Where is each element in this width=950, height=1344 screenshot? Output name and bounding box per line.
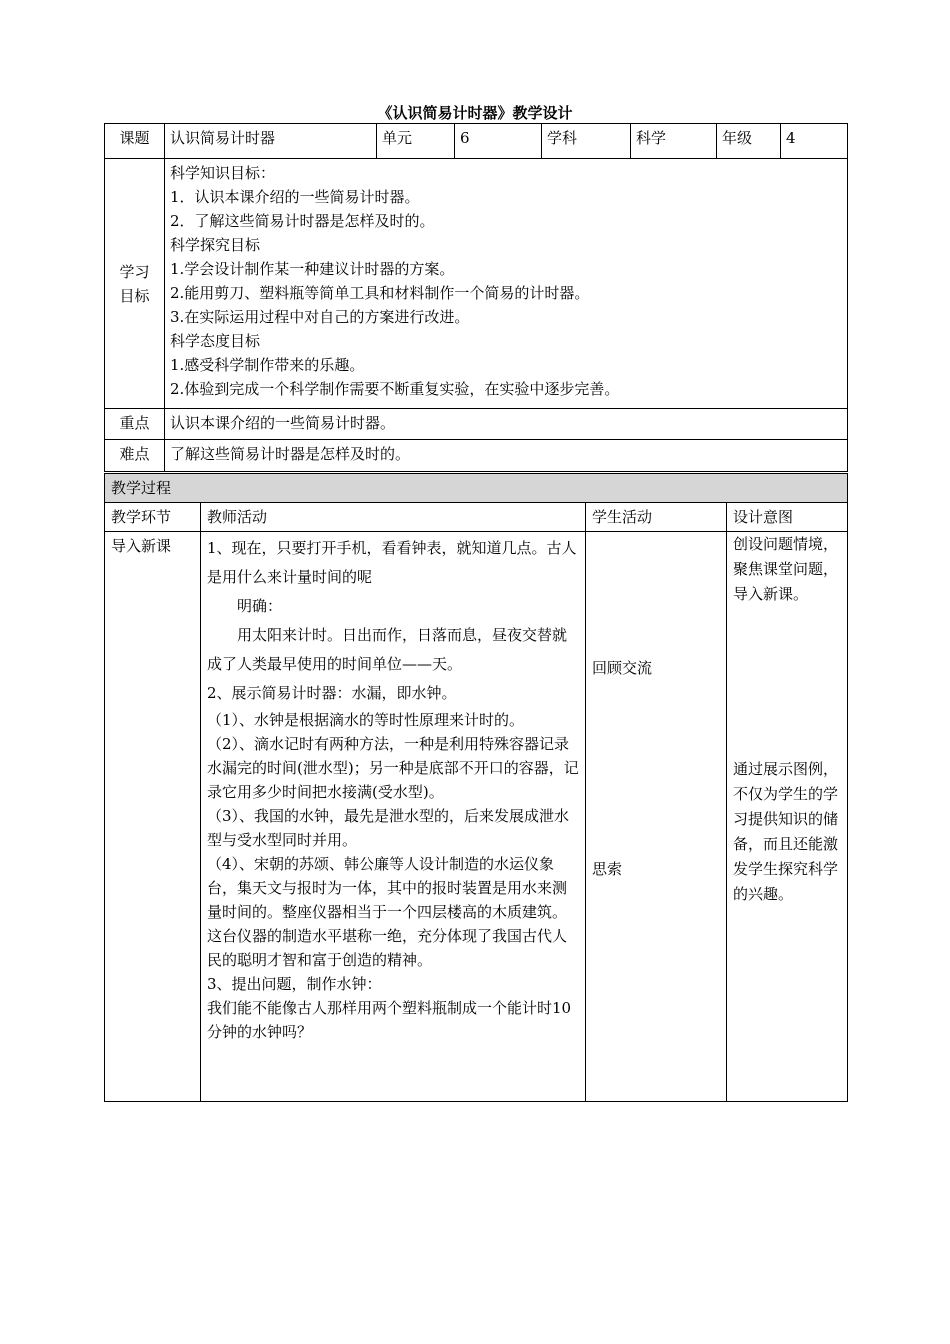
difficulty-label: 难点 — [105, 440, 165, 472]
design-intent: 创设问题情境，聚焦课堂问题，导入新课。 — [733, 535, 839, 603]
teacher-activity-cell — [201, 532, 586, 1102]
column-header-stage: 教学环节 — [105, 503, 201, 532]
student-activity: 思索 — [592, 860, 623, 878]
difficulty-text: 了解这些简易计时器是怎样及时的。 — [165, 440, 848, 472]
document-title: 《认识简易计时器》教学设计 — [377, 104, 573, 122]
teacher-paragraph: 用太阳来计时。日出而作，日落而息，昼夜交替就成了人类最早使用的时间单位——天。 — [207, 626, 568, 673]
unit-value: 6 — [455, 124, 542, 159]
student-activity-cell — [586, 532, 727, 1102]
design-intent: 通过展示图例，不仅为学生的学习提供知识的储备，而且还能激发学生探究科学的兴趣。 — [733, 760, 839, 903]
goal-line: 2.能用剪刀、塑料瓶等简单工具和材料制作一个简易的计时器。 — [170, 284, 590, 302]
goal-line: 科学态度目标 — [170, 332, 261, 350]
teacher-paragraph: （2）、滴水记时有两种方法，一种是利用特殊容器记录水漏完的时间(泄水型)；另一种是底部不开口的容器，记录它用多少时间把水接满(受水型)。 — [207, 735, 579, 801]
subject-label: 学科 — [542, 124, 631, 159]
column-header-teacher: 教师活动 — [201, 503, 586, 532]
teaching-process-table — [104, 473, 848, 1102]
key-point-text: 认识本课介绍的一些简易计时器。 — [165, 409, 848, 440]
goal-line: 1．认识本课介绍的一些简易计时器。 — [170, 188, 420, 206]
student-activity: 回顾交流 — [592, 659, 653, 677]
goals-label-line: 学习 — [119, 262, 150, 281]
goals-label — [105, 159, 165, 409]
subject-value: 科学 — [631, 124, 717, 159]
goal-line: 2.体验到完成一个科学制作需要不断重复实验，在实验中逐步完善。 — [170, 380, 620, 398]
goal-line: 科学探究目标 — [170, 236, 261, 254]
unit-label: 单元 — [377, 124, 455, 159]
process-title: 教学过程 — [105, 474, 848, 503]
teacher-paragraph: （3）、我国的水钟，最先是泄水型的，后来发展成泄水型与受水型同时并用。 — [207, 807, 570, 849]
column-header-intent: 设计意图 — [727, 503, 848, 532]
goal-line: 科学知识目标： — [170, 164, 276, 182]
lesson-info-table — [104, 123, 848, 472]
key-point-label: 重点 — [105, 409, 165, 440]
topic-label: 课题 — [105, 124, 165, 159]
teacher-paragraph: 2、展示简易计时器：水漏，即水钟。 — [207, 684, 457, 702]
goal-line: 2．了解这些简易计时器是怎样及时的。 — [170, 212, 435, 230]
stage-cell: 导入新课 — [105, 532, 201, 1102]
teacher-paragraph: （4）、宋朝的苏颂、韩公廉等人设计制造的水运仪象台，集天文与报时为一体，其中的报时装置是用水来测量时间的。整座仪器相当于一个四层楼高的木质建筑。这台仪器的制造水平堪称一绝，充分体现了我国古代人民的聪明才智和富于创造的精神。 — [207, 855, 568, 969]
design-intent-cell — [727, 532, 848, 1102]
goal-line: 3.在实际运用过程中对自己的方案进行改进。 — [170, 308, 470, 326]
grade-value: 4 — [781, 124, 848, 159]
goal-line: 1.感受科学制作带来的乐趣。 — [170, 356, 365, 374]
goal-line: 1.学会设计制作某一种建议计时器的方案。 — [170, 260, 455, 278]
teacher-paragraph: 我们能不能像古人那样用两个塑料瓶制成一个能计时10分钟的水钟吗？ — [207, 999, 572, 1041]
teacher-paragraph: 1、现在，只要打开手机，看看钟表，就知道几点。古人是用什么来计量时间的呢 — [207, 539, 577, 586]
teacher-paragraph: 明确： — [237, 597, 283, 615]
topic-value: 认识简易计时器 — [165, 124, 377, 159]
teacher-paragraph: 3、提出问题，制作水钟： — [207, 975, 382, 993]
column-header-student: 学生活动 — [586, 503, 727, 532]
teacher-paragraph: （1）、水钟是根据滴水的等时性原理来计时的。 — [207, 711, 525, 729]
goals-content — [165, 159, 848, 409]
grade-label: 年级 — [717, 124, 781, 159]
goals-label-line: 目标 — [119, 286, 150, 305]
